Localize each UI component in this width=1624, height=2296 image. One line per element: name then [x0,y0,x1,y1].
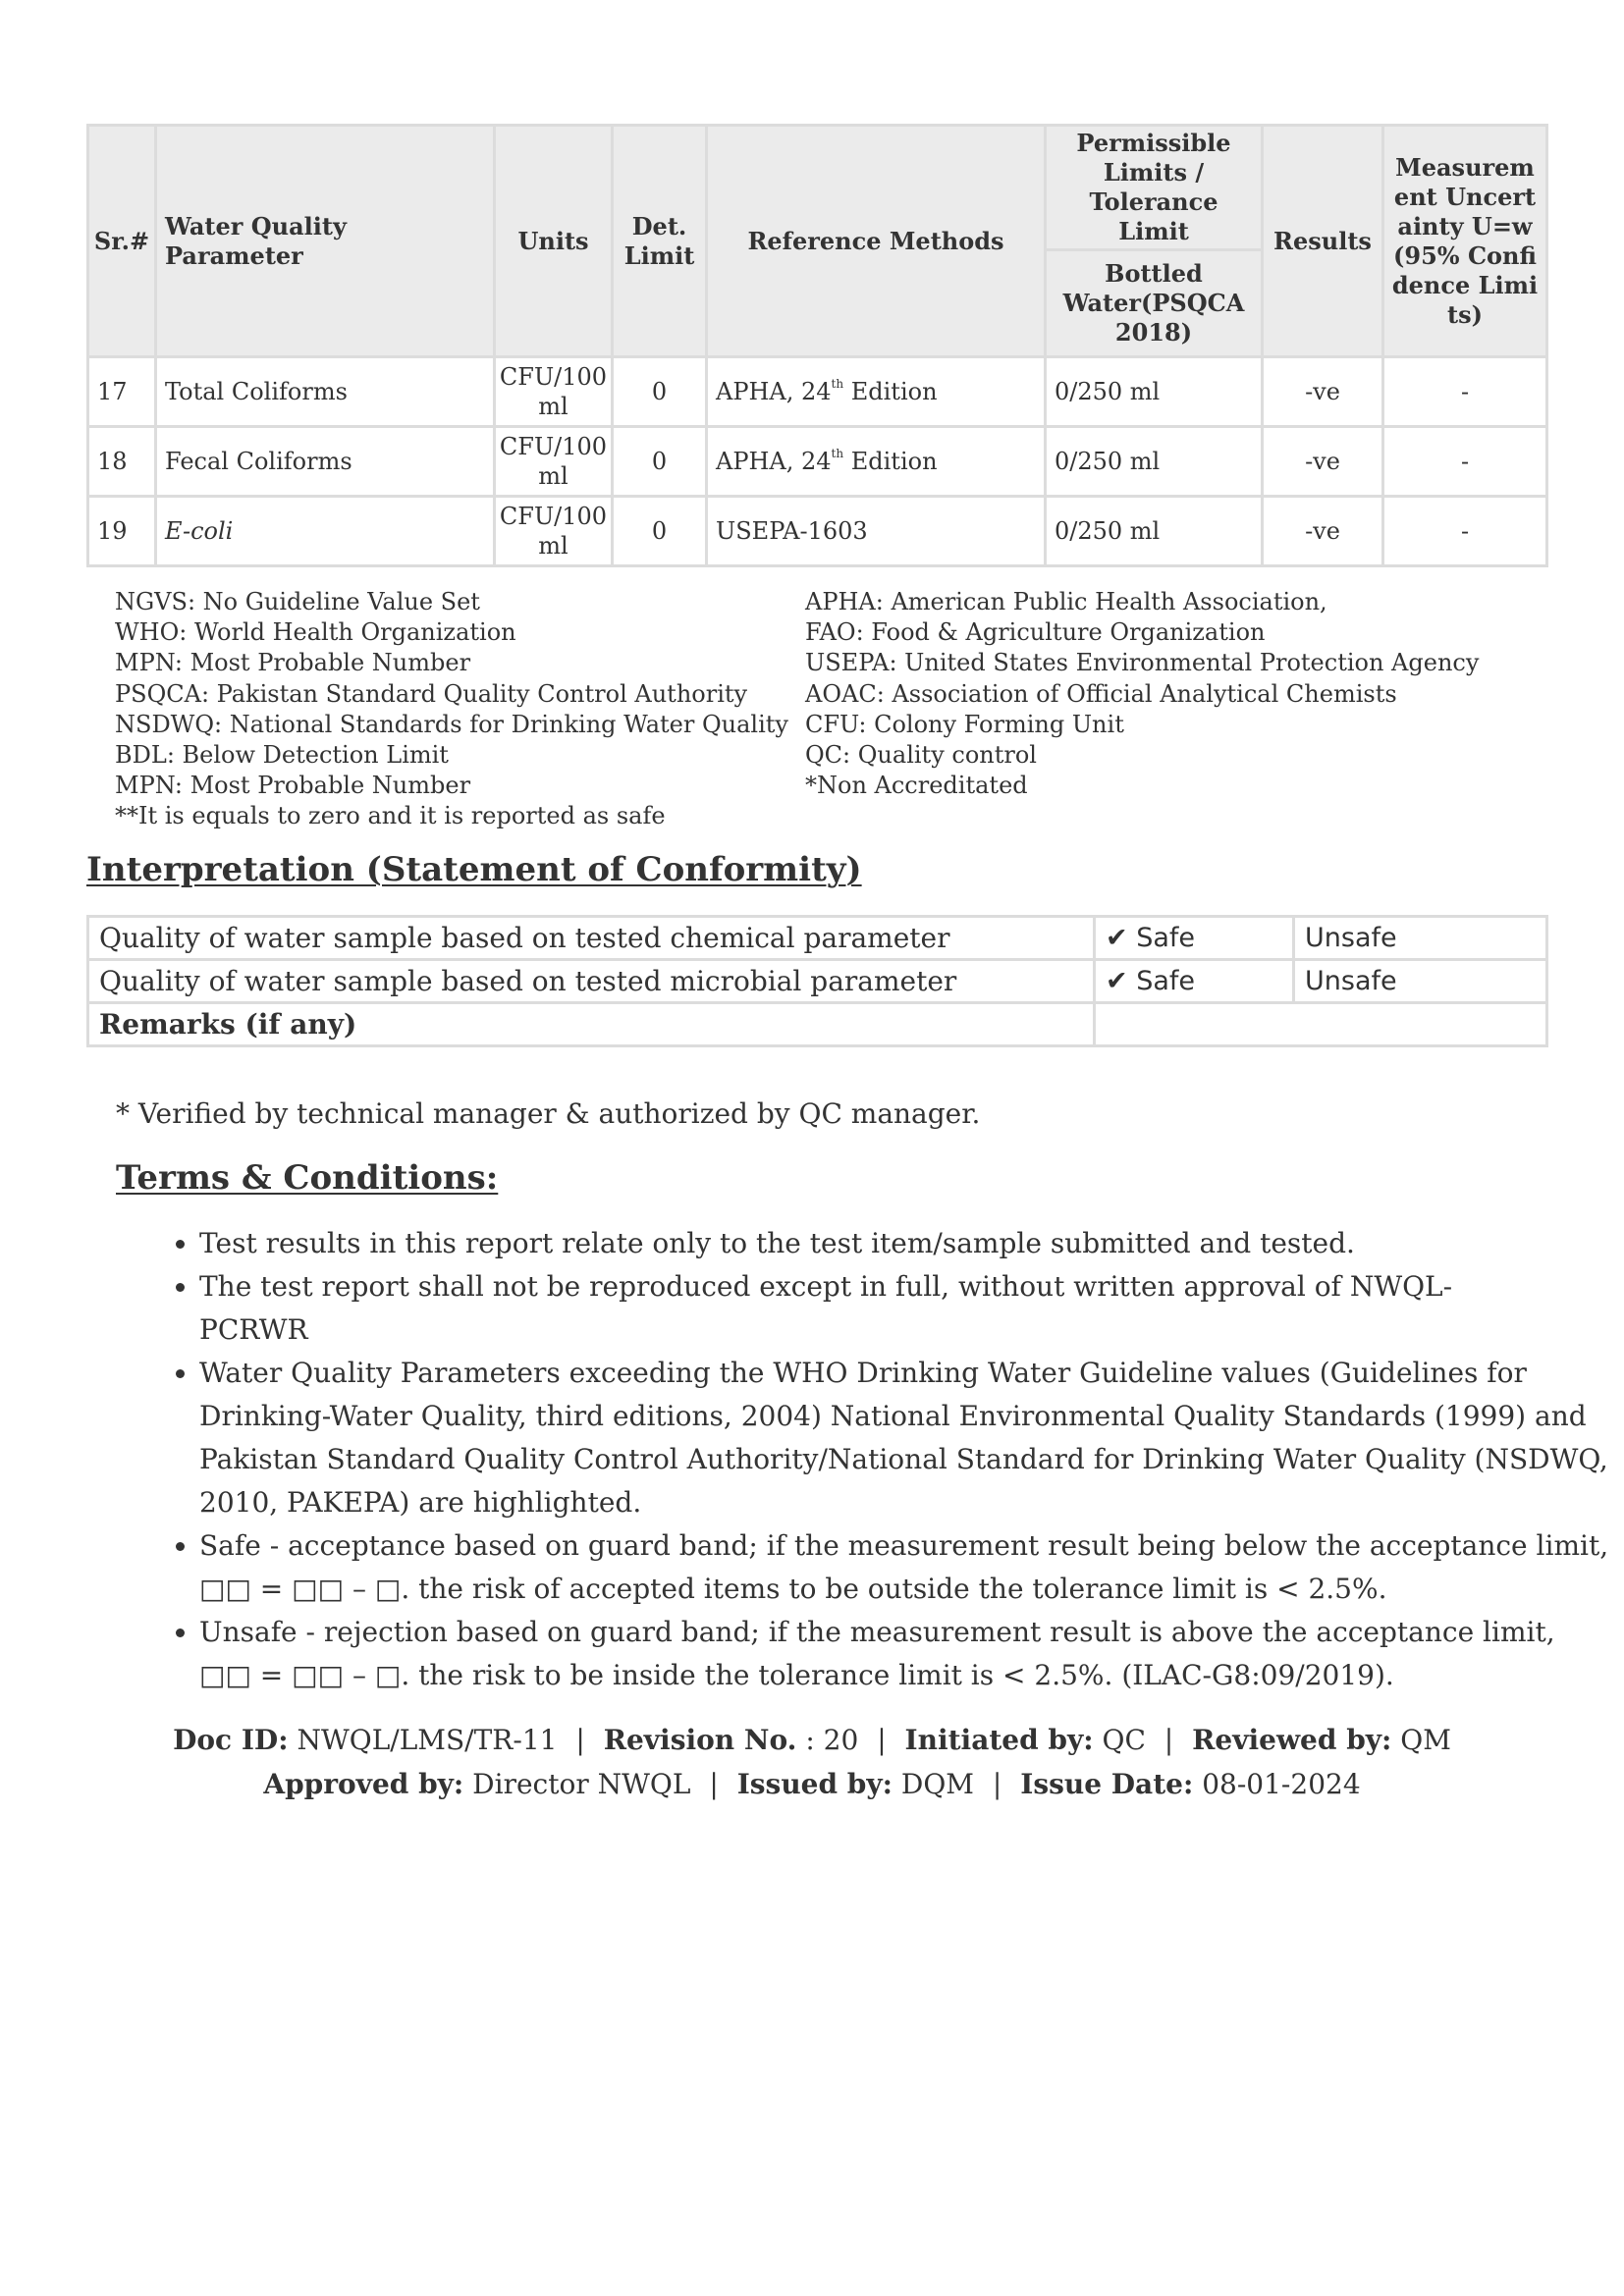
abbreviation-item: MPN: Most Probable Number [115,772,471,800]
cell-reference [707,427,1046,497]
header-sr: Sr.# [88,126,156,357]
doc-id-label: Doc ID: [173,1724,289,1756]
abbreviation-item: BDL: Below Detection Limit [115,741,449,770]
abbreviations-right [805,587,1479,801]
reference-text: APHA, 24 [716,378,832,405]
initiated-label: Initiated by: [904,1724,1094,1756]
revision-label: Revision No. [603,1724,797,1756]
terms-item: • Safe - acceptance based on guard band; if the measurement result being below the acceptance limit, □□ = □□ – □. the risk of accepted items to be outside the tolerance limit is < 2.5%. [199,1524,1613,1611]
cell-units: CFU/100 ml [495,497,613,566]
header-parameter: Water Quality Parameter [156,126,495,357]
terms-item: • Water Quality Parameters exceeding the WHO Drinking Water Guideline values (Guidelines for Drinking-Water Quality, third editions, 2004) National Environmental Quality Standards (1999) and Pakistan Standard Quality Control Authority/National Standard for Drinking Water Quality (NSDWQ, 2010, PAKEPA) are highlighted. [199,1352,1613,1524]
abbreviation-item: MPN: Most Probable Number [115,649,471,677]
remarks-label: Remarks (if any) [88,1003,1095,1046]
abbreviation-item: NSDWQ: National Standards for Drinking Water Quality [115,710,788,738]
unsafe-option: Unsafe [1294,960,1547,1003]
reviewed-value: QM [1400,1724,1451,1756]
separator: | [575,1724,585,1756]
table-row [88,497,1547,566]
table-row [88,357,1547,427]
interpretation-label: Quality of water sample based on tested chemical parameter [88,917,1095,960]
terms-item: • Unsafe - rejection based on guard band; if the measurement result is above the acceptance limit, □□ = □□ – □. the risk to be inside the tolerance limit is < 2.5%. (ILAC-G8:09/2019). [199,1611,1613,1697]
safe-option: ✔ Safe [1095,960,1294,1003]
reference-superscript: th [831,447,844,460]
separator: | [992,1768,1002,1800]
issue-date-value: 08-01-2024 [1202,1768,1361,1800]
abbreviations-left [115,587,788,832]
safe-option: ✔ Safe [1095,917,1294,960]
approved-label: Approved by: [263,1768,464,1800]
results-table [86,124,1548,567]
abbreviation-item: CFU: Colony Forming Unit [805,710,1124,738]
abbreviation-item: WHO: World Health Organization [115,618,516,647]
issued-label: Issued by: [736,1768,893,1800]
table-row [88,427,1547,497]
terms-heading: Terms & Conditions: [116,1158,499,1198]
cell-reference [707,497,1046,566]
separator: | [1164,1724,1174,1756]
cell-uncertainty: - [1383,497,1547,566]
cell-det-limit: 0 [613,497,707,566]
header-bottled-water: Bottled Water(PSQCA 2018) [1046,250,1263,357]
footer-line-2 [0,1762,1624,1806]
cell-parameter: Fecal Coliforms [156,427,495,497]
cell-result: -ve [1263,497,1383,566]
terms-list [116,1222,1613,1697]
cell-sr: 17 [88,357,156,427]
footer-line-1 [0,1718,1624,1762]
header-results: Results [1263,126,1383,357]
abbreviation-item: USEPA: United States Environmental Protection Agency [805,649,1480,677]
abbreviation-item: PSQCA: Pakistan Standard Quality Control Authority [115,679,748,708]
separator: | [709,1768,719,1800]
header-units: Units [495,126,613,357]
abbreviation-item: FAO: Food & Agriculture Organization [805,618,1266,647]
verified-note: * Verified by technical manager & authorized by QC manager. [116,1097,981,1130]
revision-value: : 20 [805,1724,859,1756]
abbreviation-item: AOAC: Association of Official Analytical Chemists [805,679,1397,708]
header-det-limit: Det. Limit [613,126,707,357]
cell-uncertainty: - [1383,357,1547,427]
cell-units: CFU/100 ml [495,427,613,497]
header-reference-methods: Reference Methods [707,126,1046,357]
interpretation-heading: Interpretation (Statement of Conformity) [86,850,862,889]
header-permissible-limits: Permissible Limits / Tolerance Limit [1046,126,1263,250]
reference-text-rest: Edition [843,448,938,475]
separator: | [877,1724,887,1756]
cell-parameter: Total Coliforms [156,357,495,427]
cell-det-limit: 0 [613,427,707,497]
cell-result: -ve [1263,427,1383,497]
interpretation-label: Quality of water sample based on tested microbial parameter [88,960,1095,1003]
cell-limit: 0/250 ml [1046,497,1263,566]
issued-value: DQM [900,1768,974,1800]
doc-id-value: NWQL/LMS/TR-11 [297,1724,558,1756]
header-uncertainty: Measurement Uncertainty U=w (95% Confidence Limits) [1383,126,1547,357]
cell-limit: 0/250 ml [1046,427,1263,497]
reference-text: APHA, 24 [716,448,832,475]
terms-item: • The test report shall not be reproduced except in full, without written approval of NWQL-PCRWR [199,1265,1466,1352]
abbreviation-item: APHA: American Public Health Association, [805,588,1327,615]
reference-superscript: th [831,377,844,391]
approved-value: Director NWQL [472,1768,691,1800]
interpretation-table [86,915,1548,1047]
cell-limit: 0/250 ml [1046,357,1263,427]
cell-sr: 18 [88,427,156,497]
unsafe-option: Unsafe [1294,917,1547,960]
cell-units: CFU/100 ml [495,357,613,427]
reference-text: USEPA-1603 [716,517,868,545]
cell-det-limit: 0 [613,357,707,427]
interpretation-row [88,960,1547,1003]
reviewed-label: Reviewed by: [1192,1724,1392,1756]
issue-date-label: Issue Date: [1020,1768,1194,1800]
abbreviation-item: **It is equals to zero and it is reported as safe [115,802,666,830]
abbreviation-item: QC: Quality control [805,741,1037,770]
cell-sr: 19 [88,497,156,566]
cell-reference [707,357,1046,427]
remarks-value [1095,1003,1547,1046]
initiated-value: QC [1102,1724,1146,1756]
cell-uncertainty: - [1383,427,1547,497]
cell-result: -ve [1263,357,1383,427]
reference-text-rest: Edition [843,378,938,405]
abbreviation-item: NGVS: No Guideline Value Set [115,588,480,615]
cell-parameter: E-coli [156,497,495,566]
remarks-row [88,1003,1547,1046]
abbreviation-item: *Non Accreditated [805,772,1028,800]
interpretation-row [88,917,1547,960]
terms-item: • Test results in this report relate only to the test item/sample submitted and tested. [199,1222,1613,1265]
